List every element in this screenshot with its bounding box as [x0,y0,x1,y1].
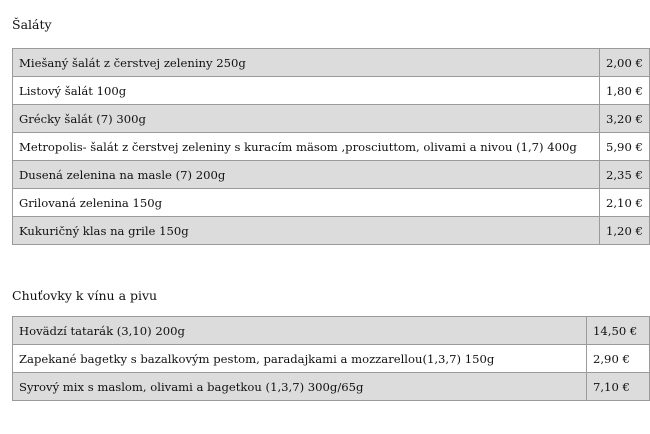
table-row [13,317,650,345]
table-row [13,105,650,133]
item-name: Dusená zelenina na masle (7) 200g [13,161,600,189]
item-name: Listový šalát 100g [13,77,600,105]
table-row [13,189,650,217]
item-name: Kukuričný klas na grile 150g [13,217,600,245]
section-title-salads: Šaláty [12,17,52,32]
item-name: Grilovaná zelenina 150g [13,189,600,217]
item-name: Syrový mix s maslom, olivami a bagetkou (1,3,7) 300g/65g [13,373,587,401]
item-name: Hovädzí tatarák (3,10) 200g [13,317,587,345]
item-price: 7,10 € [587,373,650,401]
item-price: 2,35 € [600,161,650,189]
snacks-table [12,316,650,401]
table-row [13,345,650,373]
item-name: Miešaný šalát z čerstvej zeleniny 250g [13,49,600,77]
table-row [13,161,650,189]
table-row [13,49,650,77]
item-price: 1,80 € [600,77,650,105]
item-price: 5,90 € [600,133,650,161]
item-price: 2,90 € [587,345,650,373]
item-price: 3,20 € [600,105,650,133]
item-name: Zapekané bagetky s bazalkovým pestom, paradajkami a mozzarellou(1,3,7) 150g [13,345,587,373]
table-row [13,373,650,401]
salads-table [12,48,650,245]
item-name: Metropolis- šalát z čerstvej zeleniny s kuracím mäsom ,prosciuttom, olivami a nivou (1,7) 400g [13,133,600,161]
item-price: 1,20 € [600,217,650,245]
section-title-snacks: Chuťovky k vínu a pivu [12,288,158,303]
item-name: Grécky šalát (7) 300g [13,105,600,133]
table-row [13,77,650,105]
table-row [13,217,650,245]
item-price: 14,50 € [587,317,650,345]
item-price: 2,00 € [600,49,650,77]
table-row [13,133,650,161]
item-price: 2,10 € [600,189,650,217]
